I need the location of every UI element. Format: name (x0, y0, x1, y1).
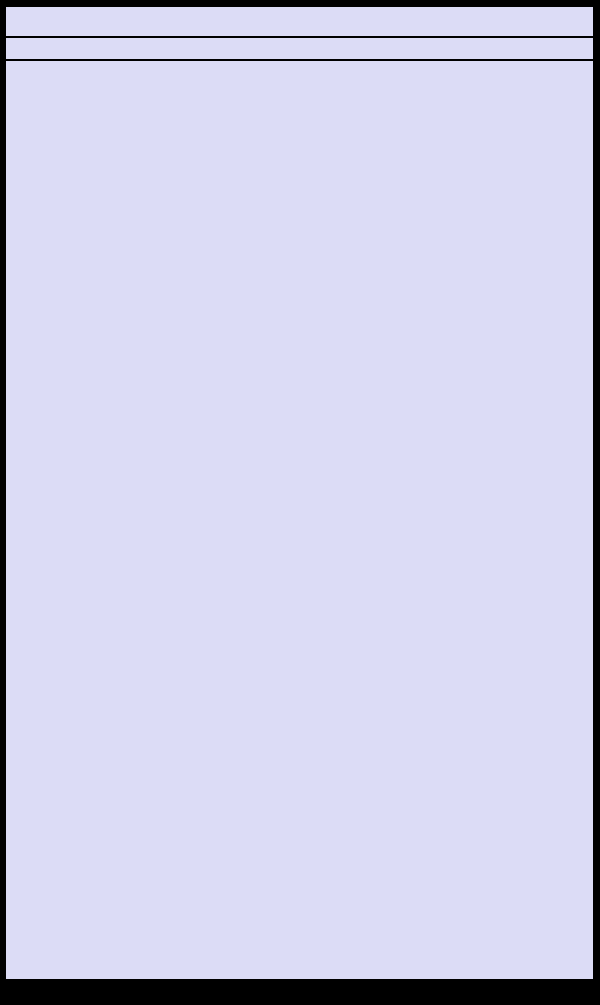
header-0.4-watt (42, 38, 166, 59)
header-5-watt (432, 38, 559, 59)
header-1-watt (297, 38, 430, 59)
column-header-row (6, 38, 593, 61)
header-0.5-watt (168, 38, 295, 59)
table-title (6, 7, 593, 38)
header-volt-left (6, 38, 40, 59)
zener-table (4, 5, 595, 981)
header-volt-right (561, 38, 593, 59)
